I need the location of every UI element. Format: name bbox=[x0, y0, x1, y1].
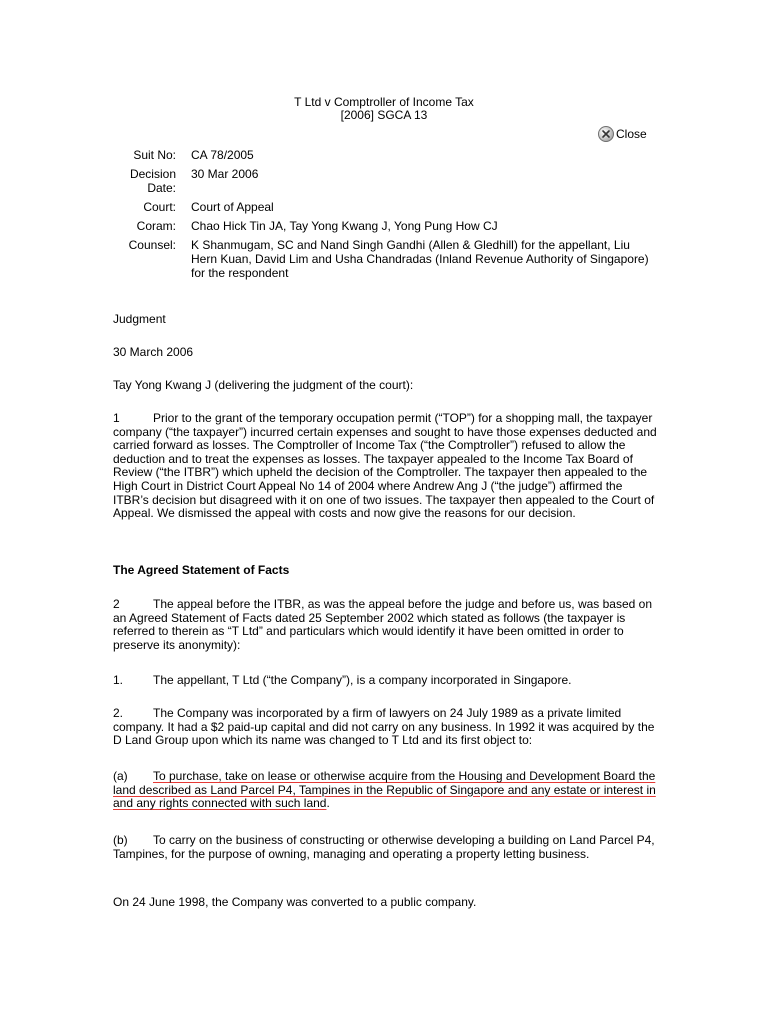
object-a bbox=[113, 770, 658, 811]
meta-key: Suit No: bbox=[133, 148, 176, 162]
fact-text: The Company was incorporated by a firm of lawyers on 24 July 1989 as a private limited company. It had a $2 paid-up capital and did not carry on any business. In 1992 it was acquired by the D Land Group upon which its name was changed to T Ltd and its first object to: bbox=[113, 706, 655, 748]
conversion-note: On 24 June 1998, the Company was converted to a public company. bbox=[113, 895, 477, 909]
fact-1 bbox=[113, 674, 658, 688]
judgment-label: Judgment bbox=[113, 312, 166, 326]
section-heading: The Agreed Statement of Facts bbox=[113, 563, 290, 577]
fact-number: 1. bbox=[113, 673, 124, 687]
meta-row-suit bbox=[112, 148, 657, 162]
meta-row-counsel bbox=[112, 238, 657, 280]
fact-text: The appellant, T Ltd (“the Company”), is a company incorporated in Singapore. bbox=[153, 673, 572, 687]
object-number: (b) bbox=[113, 833, 128, 847]
object-text-highlighted: To purchase, take on lease or otherwise acquire from the Housing and Development Board the land described as Land Parcel P4, Tampines in the Republic of Singapore and any estate or interest in and any rights connected with such land bbox=[113, 769, 656, 811]
object-text: To carry on the business of constructing or otherwise developing a building on Land Parcel P4, Tampines, for the purpose of owning, managing and operating a property letting business. bbox=[113, 833, 655, 861]
paragraph-number: 1 bbox=[113, 411, 120, 425]
meta-key: Counsel: bbox=[128, 238, 176, 252]
meta-row-coram bbox=[112, 219, 657, 233]
meta-value: Court of Appeal bbox=[191, 200, 274, 214]
object-text-end: . bbox=[326, 796, 330, 811]
meta-value: K Shanmugam, SC and Nand Singh Gandhi (Allen & Gledhill) for the appellant, Liu Hern Kuan, David Lim and Usha Chandradas (Inland Revenue Authority of Singapore) for the respondent bbox=[191, 238, 649, 280]
close-icon[interactable] bbox=[598, 126, 614, 142]
meta-row-court bbox=[112, 200, 657, 214]
paragraph-text: The appeal before the ITBR, as was the appeal before the judge and before us, was based on an Agreed Statement of Facts dated 25 September 2002 which stated as follows (the taxpayer is referred to therein as “T Ltd” and particulars which would identify it have been omitted in order to preserve its anonymity): bbox=[113, 597, 653, 652]
case-title: T Ltd v Comptroller of Income Tax bbox=[294, 95, 474, 109]
paragraph-number: 2 bbox=[113, 597, 120, 611]
object-number: (a) bbox=[113, 769, 128, 783]
paragraph-2 bbox=[113, 598, 658, 652]
paragraph-text: Prior to the grant of the temporary occupation permit (“TOP”) for a shopping mall, the taxpayer company (“the taxpayer”) incurred certain expenses and sought to have those expenses deducted and carried forward as losses. The Comptroller of Income Tax (“the Comptroller”) refused to allow the deduction and to treat the expenses as losses. The taxpayer appealed to the Income Tax Board of Review (“the ITBR”) which upheld the decision of the Comptroller. The taxpayer then appealed to the High Court in District Court Appeal No 14 of 2004 where Andrew Ang J (“the judge”) affirmed the ITBR’s decision but disagreed with it on one of two issues. The taxpayer then appealed to the Court of Appeal. We dismissed the appeal with costs and now give the reasons for our decision. bbox=[113, 411, 657, 521]
meta-row-decision-date bbox=[112, 167, 657, 195]
close-button[interactable] bbox=[598, 125, 647, 143]
close-label[interactable]: Close bbox=[616, 127, 647, 141]
paragraph-1 bbox=[113, 412, 658, 521]
judgment-date: 30 March 2006 bbox=[113, 345, 194, 359]
fact-2 bbox=[113, 707, 658, 748]
object-b bbox=[113, 834, 658, 861]
meta-key: Court: bbox=[143, 200, 176, 214]
meta-value: Chao Hick Tin JA, Tay Yong Kwang J, Yong Pung How CJ bbox=[191, 219, 498, 233]
fact-number: 2. bbox=[113, 706, 124, 720]
meta-key: Coram: bbox=[136, 219, 176, 233]
case-metadata bbox=[112, 148, 657, 280]
meta-value: CA 78/2005 bbox=[191, 148, 254, 162]
delivered-by: Tay Yong Kwang J (delivering the judgment of the court): bbox=[113, 378, 414, 392]
meta-key: Decision Date: bbox=[129, 167, 176, 195]
case-citation: [2006] SGCA 13 bbox=[340, 108, 428, 122]
meta-value: 30 Mar 2006 bbox=[191, 167, 259, 181]
